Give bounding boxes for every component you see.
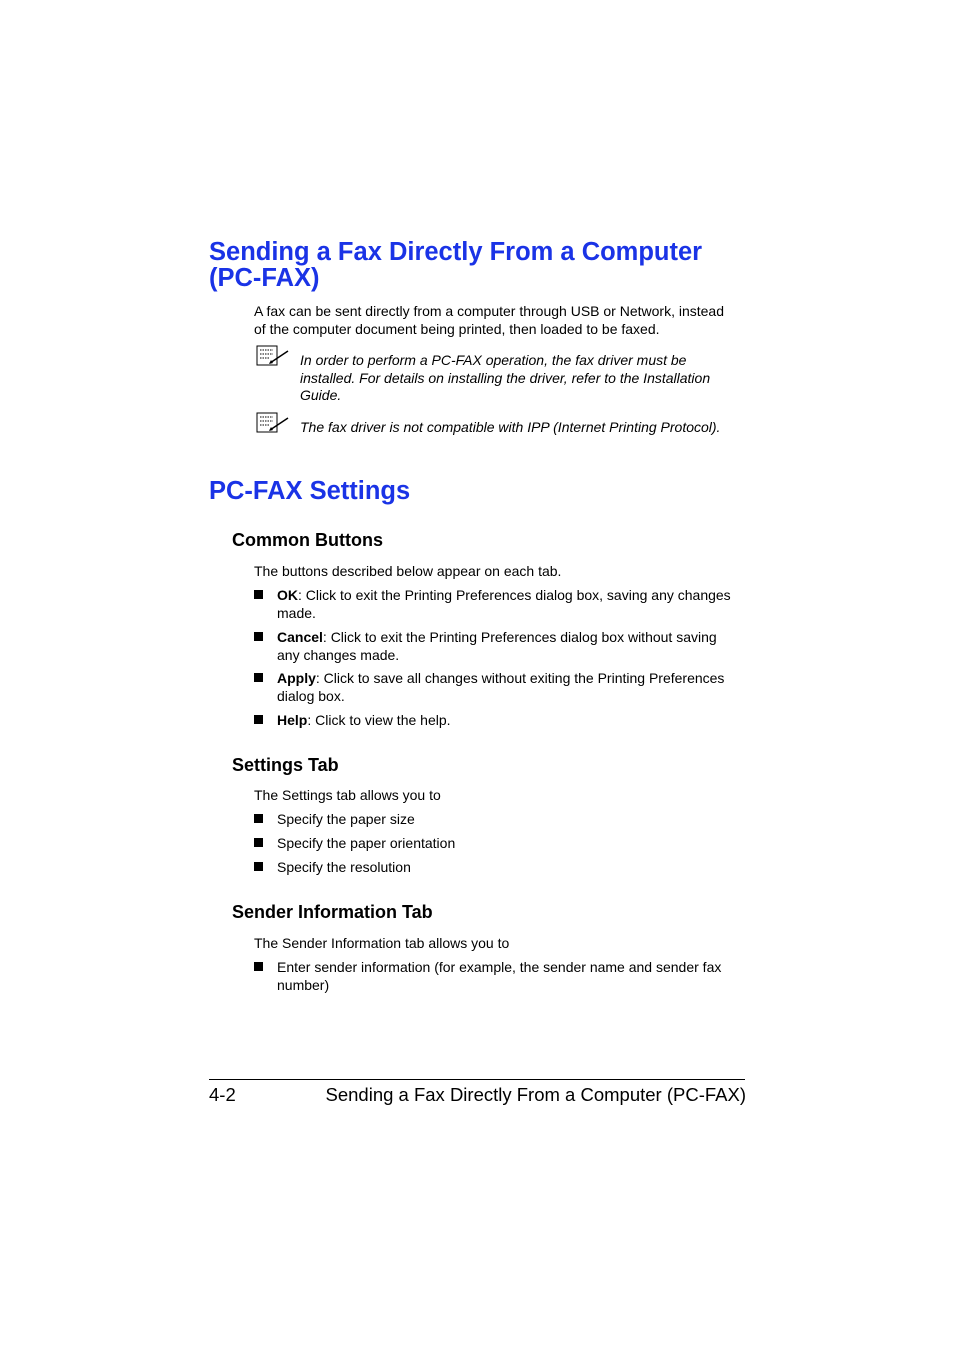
bullet-icon [254, 862, 263, 871]
list-item-help [277, 711, 747, 729]
footer-page-number: 4-2 [209, 1084, 236, 1105]
list-item-line: Enter sender information (for example, the sender name and sender fax [277, 959, 722, 975]
settings-tab-intro: The Settings tab allows you to [254, 787, 441, 803]
list-item-cancel [277, 628, 747, 664]
note-ipp-compat [300, 419, 760, 437]
note-line: installed. For details on installing the driver, refer to the Installation [300, 369, 711, 386]
page-title-line-2: (PC-FAX) [209, 264, 320, 292]
bullet-icon [254, 838, 263, 847]
list-item: Specify the paper orientation [277, 835, 456, 851]
list-item [277, 958, 747, 994]
subsection-title-settings-tab: Settings Tab [232, 755, 339, 775]
bullet-icon [254, 814, 263, 823]
intro-line-2: of the computer document being printed, then loaded to be faxed. [254, 321, 660, 337]
desc-help: : Click to view the help. [307, 712, 451, 728]
footer-rule [209, 1079, 745, 1080]
term-cancel: Cancel [277, 629, 323, 645]
bullet-icon [254, 590, 263, 599]
note-line: Guide. [300, 387, 342, 403]
note-line: The fax driver is not compatible with IPP (Internet Printing Protocol). [300, 419, 721, 435]
list-item-apply [277, 669, 747, 705]
bullet-icon [254, 673, 263, 682]
sender-tab-intro: The Sender Information tab allows you to [254, 935, 510, 951]
list-item-line: number) [277, 977, 330, 993]
term-help: Help [277, 712, 308, 728]
page-title-line-1: Sending a Fax Directly From a Computer [209, 238, 703, 266]
note-line: In order to perform a PC-FAX operation, the fax driver must be [300, 352, 687, 368]
desc-cancel-cont: any changes made. [277, 647, 400, 663]
note-pencil-icon [256, 345, 290, 367]
intro-line-1: A fax can be sent directly from a computer through USB or Network, instead [254, 303, 724, 319]
bullet-icon [254, 632, 263, 641]
list-item: Specify the resolution [277, 859, 411, 875]
bullet-icon [254, 962, 263, 971]
list-item: Specify the paper size [277, 811, 415, 827]
subsection-title-common-buttons: Common Buttons [232, 530, 383, 550]
section-title-pcfax-settings: PC-FAX Settings [209, 477, 411, 505]
intro-paragraph [254, 302, 754, 338]
note-driver-install [300, 352, 750, 405]
desc-cancel: : Click to exit the Printing Preferences dialog box without saving [322, 629, 717, 645]
list-item-ok [277, 586, 747, 622]
note-pencil-icon [256, 412, 290, 434]
footer-title: Sending a Fax Directly From a Computer (PC-FAX) [325, 1084, 746, 1105]
common-buttons-intro: The buttons described below appear on each tab. [254, 563, 562, 579]
bullet-icon [254, 715, 263, 724]
desc-ok-cont: made. [277, 605, 316, 621]
term-apply: Apply [277, 670, 316, 686]
desc-ok: : Click to exit the Printing Preferences dialog box, saving any changes [298, 587, 731, 603]
subsection-title-sender-tab: Sender Information Tab [232, 902, 433, 922]
desc-apply: : Click to save all changes without exiting the Printing Preferences [315, 670, 725, 686]
desc-apply-cont: dialog box. [277, 688, 345, 704]
page-title [209, 239, 769, 291]
term-ok: OK [277, 587, 298, 603]
